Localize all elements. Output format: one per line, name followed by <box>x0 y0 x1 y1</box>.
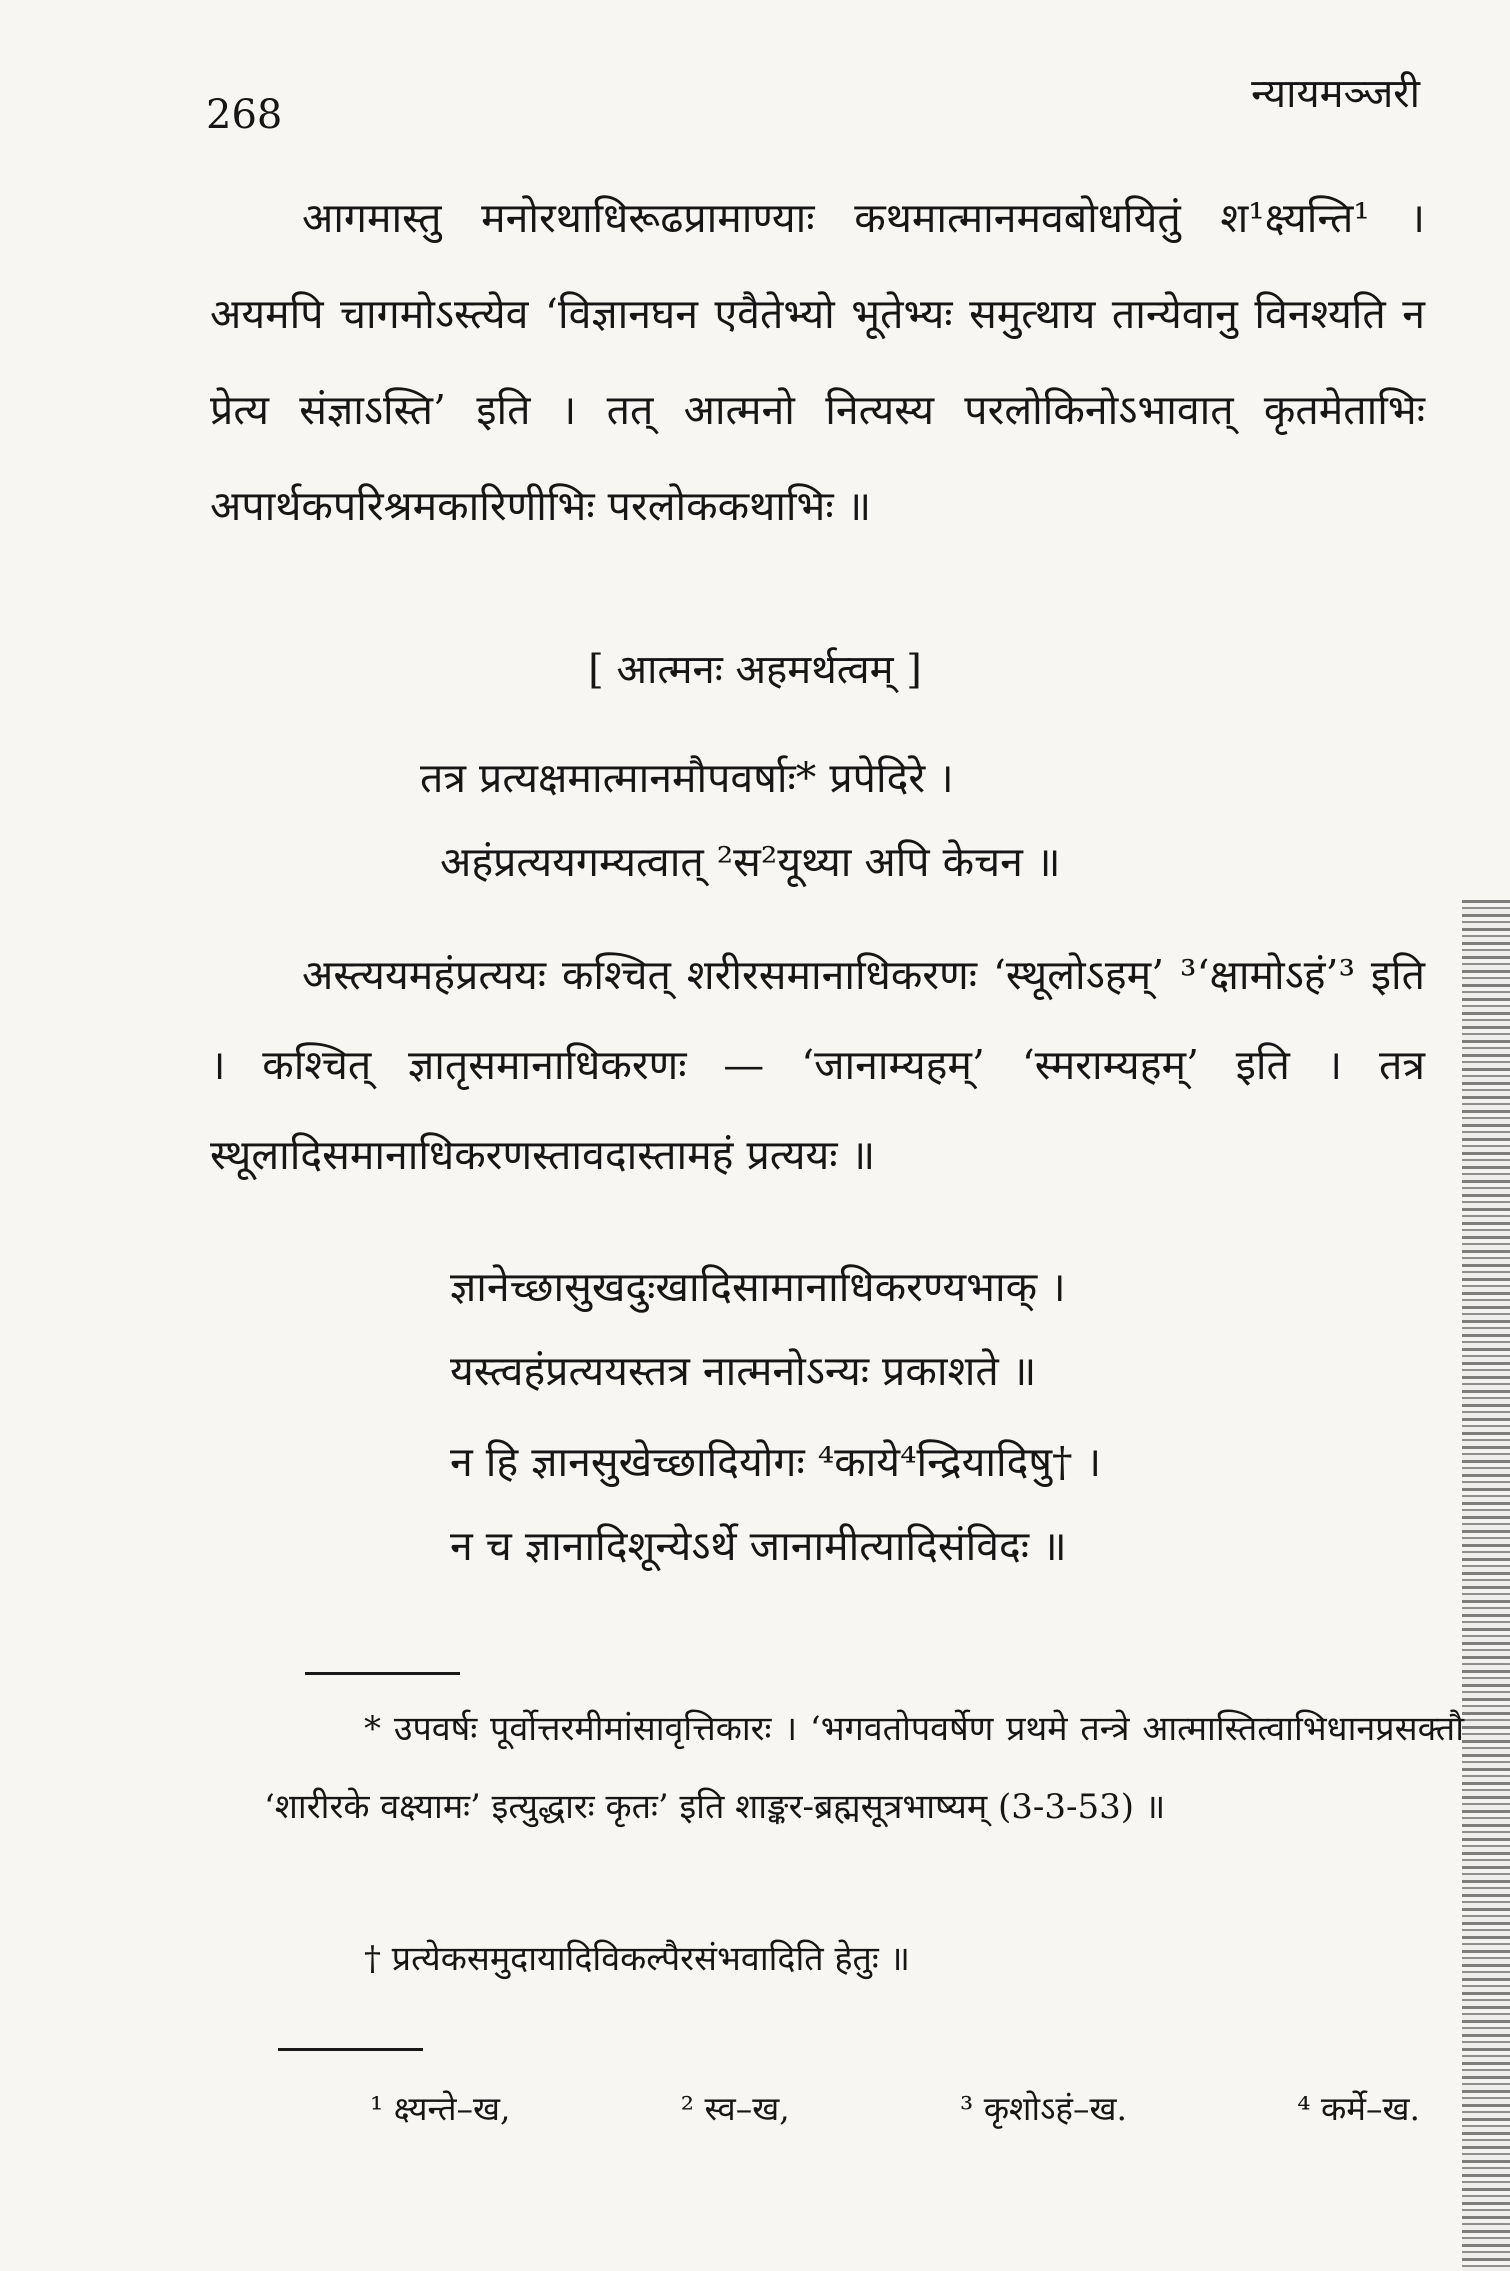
variant-reading: ¹ क्ष्यन्ते–ख, <box>370 2089 511 2128</box>
verse-line: ज्ञानेच्छासुखदुःखादिसामानाधिकरण्यभाक् । <box>450 1263 1066 1311</box>
variant-reading: ⁴ कर्मे–ख. <box>1297 2089 1420 2128</box>
verse-line: न हि ज्ञानसुखेच्छादियोगः ⁴काये⁴न्द्रियादिषु† । <box>450 1438 1102 1486</box>
footnote-star: * उपवर्षः पूर्वोत्तरमीमांसावृत्तिकारः । ‘भगवतोपवर्षेण प्रथमे तन्त्रे आत्मास्तित्वाभिधानप्रसक्तौ ‘शारीरके वक्ष्यामः’ इत्युद्धारः कृतः’ इति शाङ्कर-ब्रह्मसूत्रभाष्यम् (3-3-53) ॥ <box>264 1709 1464 1827</box>
paragraph-2: अस्त्ययमहंप्रत्ययः कश्चित् शरीरसमानाधिकरणः ‘स्थूलोऽहम्’ ³‘क्षामोऽहं’³ इति । कश्चित् ज्ञातृसमानाधिकरणः — ‘जानाम्यहम्’ ‘स्मराम्यहम्’ इति । तत्र स्थूलादिसमानाधिकरणस्तावदास्तामहं प्रत्ययः ॥ <box>210 951 1425 1179</box>
variant-separator <box>278 2048 423 2051</box>
variant-reading: ² स्व–ख, <box>680 2089 790 2128</box>
verse-2 <box>450 1245 1066 1413</box>
page-number: 268 <box>206 92 283 138</box>
intro-paragraph: आगमास्तु मनोरथाधिरूढप्रामाण्याः कथमात्मानमवबोधयितुं श¹क्ष्यन्ति¹ । अयमपि चागमोऽस्त्येव ‘विज्ञानघन एवैतेभ्यो भूतेभ्यः समुत्थाय तान्येवानु विनश्यति न प्रेत्य संज्ञाऽस्ति’ इति । तत् आत्मनो नित्यस्य परलोकिनोऽभावात् कृतमेताभिः अपार्थकपरिश्रमकारिणीभिः परलोककथाभिः ॥ <box>210 194 1425 530</box>
verse-line: अहंप्रत्ययगम्यत्वात् ²स²यूथ्या अपि केचन ॥ <box>440 838 1061 886</box>
section-heading: [ आत्मनः अहमर्थत्वम् ] <box>588 647 922 693</box>
footnote-dagger: † प्रत्येकसमुदायादिविकल्पैरसंभवादिति हेतुः ॥ <box>364 1939 910 1979</box>
variant-reading: ³ कृशोऽहं–ख. <box>959 2089 1127 2128</box>
page-edge-shadow <box>1462 900 1510 2271</box>
verse-3 <box>450 1420 1101 1588</box>
verse-line: तत्र प्रत्यक्षमात्मानमौपवर्षाः* प्रपेदिरे । <box>420 754 954 802</box>
verse-line: यस्त्वहंप्रत्ययस्तत्र नात्मनोऽन्यः प्रकाशते ॥ <box>450 1347 1037 1395</box>
footnote-separator <box>305 1672 460 1675</box>
variant-readings <box>370 2085 1420 2130</box>
verse-1 <box>420 736 1061 904</box>
running-head: न्यायमञ्जरी <box>1251 71 1420 117</box>
verse-line: न च ज्ञानादिशून्येऽर्थे जानामीत्यादिसंविदः ॥ <box>450 1522 1067 1570</box>
